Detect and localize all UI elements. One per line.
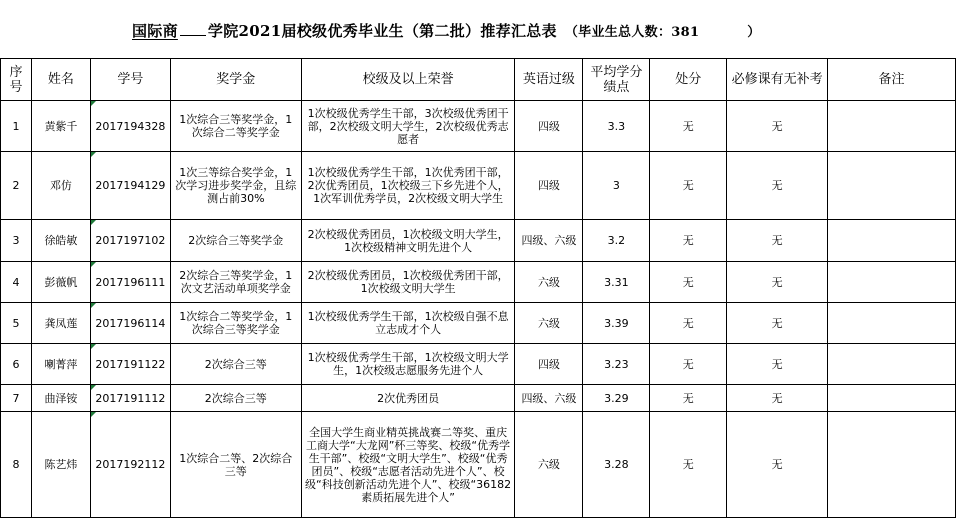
cell-penalty[interactable]: 无 [650,101,727,152]
cell-student-id[interactable] [90,220,170,262]
cell-gpa[interactable]: 3.31 [583,262,650,303]
cell-gpa[interactable]: 3 [583,152,650,220]
col-header-remark[interactable]: 备注 [828,59,956,101]
cell-no[interactable]: 3 [1,220,32,262]
col-header-english[interactable]: 英语过级 [515,59,583,101]
cell-makeup[interactable]: 无 [727,101,828,152]
cell-marker-icon [91,412,96,417]
cell-gpa[interactable]: 3.39 [583,303,650,344]
col-header-makeup[interactable]: 必修课有无补考 [727,59,828,101]
cell-name[interactable]: 龚凤莲 [31,303,90,344]
cell-honors[interactable]: 全国大学生商业精英挑战赛二等奖、重庆工商大学“大龙网”杯三等奖、校级“优秀学生干部”、校级“文明大学生”、校级“优秀团员”、校级“志愿者活动先进个人”、校级“科技创新活动先进个人”、校级“36182素质拓展先进个人” [301,412,515,518]
cell-penalty[interactable]: 无 [650,262,727,303]
cell-name[interactable]: 陈艺炜 [31,412,90,518]
cell-honors[interactable]: 1次校级优秀学生干部，1次优秀团干部，2次优秀团员，1次校级三下乡先进个人，1次军训优秀学员，2次校级文明大学生 [301,152,515,220]
cell-english[interactable]: 四级 [515,344,583,385]
cell-english[interactable]: 六级 [515,303,583,344]
table-row [1,412,956,518]
cell-honors[interactable]: 1次校级优秀学生干部，1次校级自强不息立志成才个人 [301,303,515,344]
cell-scholarship[interactable]: 1次综合三等奖学金，1次综合二等奖学金 [170,101,301,152]
student-id-text: 2017197102 [95,234,166,247]
cell-remark[interactable] [828,385,956,412]
table-row [1,152,956,220]
cell-marker-icon [91,303,96,308]
sheet-title [132,20,761,41]
col-header-scholarship[interactable]: 奖学金 [170,59,301,101]
student-id-text: 2017192112 [95,458,166,471]
cell-gpa[interactable]: 3.29 [583,385,650,412]
cell-makeup[interactable]: 无 [727,220,828,262]
title-blank [180,23,206,36]
cell-no[interactable]: 2 [1,152,32,220]
cell-honors[interactable]: 2次校级优秀团员，1次校级文明大学生，1次校级精神文明先进个人 [301,220,515,262]
cell-english[interactable]: 四级 [515,152,583,220]
cell-penalty[interactable]: 无 [650,152,727,220]
cell-english[interactable]: 六级 [515,262,583,303]
title-main: 学院2021届校级优秀毕业生（第二批）推荐汇总表 [207,22,557,40]
header-row [1,59,956,101]
cell-makeup[interactable]: 无 [727,344,828,385]
cell-student-id[interactable] [90,412,170,518]
cell-penalty[interactable]: 无 [650,220,727,262]
table-row [1,344,956,385]
cell-remark[interactable] [828,303,956,344]
cell-no[interactable]: 8 [1,412,32,518]
cell-student-id[interactable] [90,262,170,303]
cell-remark[interactable] [828,101,956,152]
col-header-name[interactable]: 姓名 [31,59,90,101]
cell-gpa[interactable]: 3.28 [583,412,650,518]
student-id-text: 2017191112 [95,391,166,405]
graduate-count-label: （毕业生总人数：381 [564,25,700,40]
cell-remark[interactable] [828,262,956,303]
cell-name[interactable]: 邓仿 [31,152,90,220]
cell-remark[interactable] [828,220,956,262]
cell-makeup[interactable]: 无 [727,385,828,412]
cell-honors[interactable]: 2次优秀团员 [301,385,515,412]
cell-honors[interactable]: 2次校级优秀团员，1次校级优秀团干部，1次校级文明大学生 [301,262,515,303]
col-header-no[interactable]: 序号 [1,59,32,101]
cell-remark[interactable] [828,412,956,518]
cell-scholarship[interactable]: 1次综合二等、2次综合三等 [170,412,301,518]
cell-remark[interactable] [828,152,956,220]
cell-honors[interactable]: 1次校级优秀学生干部，3次校级优秀团干部，2次校级文明大学生，2次校级优秀志愿者 [301,101,515,152]
cell-marker-icon [91,262,96,267]
cell-name[interactable]: 彭薇帆 [31,262,90,303]
cell-name[interactable]: 喇菁萍 [31,344,90,385]
cell-gpa[interactable]: 3.23 [583,344,650,385]
cell-name[interactable]: 徐皓敏 [31,220,90,262]
cell-makeup[interactable]: 无 [727,262,828,303]
cell-scholarship[interactable]: 2次综合三等奖学金，1次文艺活动单项奖学金 [170,262,301,303]
cell-english[interactable]: 四级、六级 [515,385,583,412]
col-header-gpa[interactable]: 平均学分绩点 [583,59,650,101]
cell-student-id[interactable] [90,303,170,344]
cell-no[interactable]: 5 [1,303,32,344]
cell-no[interactable]: 7 [1,385,32,412]
col-header-id[interactable]: 学号 [90,59,170,101]
cell-gpa[interactable]: 3.2 [583,220,650,262]
col-header-honors[interactable]: 校级及以上荣誉 [301,59,515,101]
cell-english[interactable]: 四级 [515,101,583,152]
cell-scholarship[interactable]: 2次综合三等 [170,344,301,385]
cell-english[interactable]: 六级 [515,412,583,518]
cell-scholarship[interactable]: 1次三等综合奖学金，1次学习进步奖学金，且综测占前30% [170,152,301,220]
table-row [1,101,956,152]
student-id-text: 2017196111 [95,275,166,289]
cell-marker-icon [91,152,96,157]
cell-penalty[interactable]: 无 [650,303,727,344]
table-row [1,303,956,344]
title-school: 国际商 [132,22,178,40]
cell-penalty[interactable]: 无 [650,412,727,518]
recommendation-table [0,58,956,518]
table-row [1,262,956,303]
cell-name[interactable]: 黄紫千 [31,101,90,152]
cell-scholarship[interactable]: 1次综合二等奖学金，1次综合三等奖学金 [170,303,301,344]
cell-student-id[interactable] [90,152,170,220]
cell-student-id[interactable] [90,385,170,412]
cell-makeup[interactable]: 无 [727,412,828,518]
cell-penalty[interactable]: 无 [650,385,727,412]
cell-makeup[interactable]: 无 [727,152,828,220]
title-row [0,0,956,59]
student-id-text: 2017194129 [95,179,166,192]
cell-remark[interactable] [828,344,956,385]
cell-name[interactable]: 曲泽铵 [31,385,90,412]
col-header-penalty[interactable]: 处分 [650,59,727,101]
cell-marker-icon [91,101,96,106]
cell-gpa[interactable]: 3.3 [583,101,650,152]
cell-no[interactable]: 1 [1,101,32,152]
cell-no[interactable]: 4 [1,262,32,303]
graduate-count-close: ） [747,25,761,40]
cell-marker-icon [91,385,96,390]
student-id-text: 2017196114 [95,316,166,330]
cell-marker-icon [91,220,96,225]
cell-makeup[interactable]: 无 [727,303,828,344]
cell-english[interactable]: 四级、六级 [515,220,583,262]
table-row [1,220,956,262]
cell-student-id[interactable] [90,101,170,152]
table-row [1,385,956,412]
student-id-text: 2017194328 [95,119,166,133]
cell-honors[interactable]: 1次校级优秀学生干部，1次校级文明大学生，1次校级志愿服务先进个人 [301,344,515,385]
cell-scholarship[interactable]: 2次综合三等奖学金 [170,220,301,262]
student-id-text: 2017191122 [95,357,166,371]
cell-scholarship[interactable]: 2次综合三等 [170,385,301,412]
cell-marker-icon [91,344,96,349]
cell-no[interactable]: 6 [1,344,32,385]
cell-penalty[interactable]: 无 [650,344,727,385]
cell-student-id[interactable] [90,344,170,385]
